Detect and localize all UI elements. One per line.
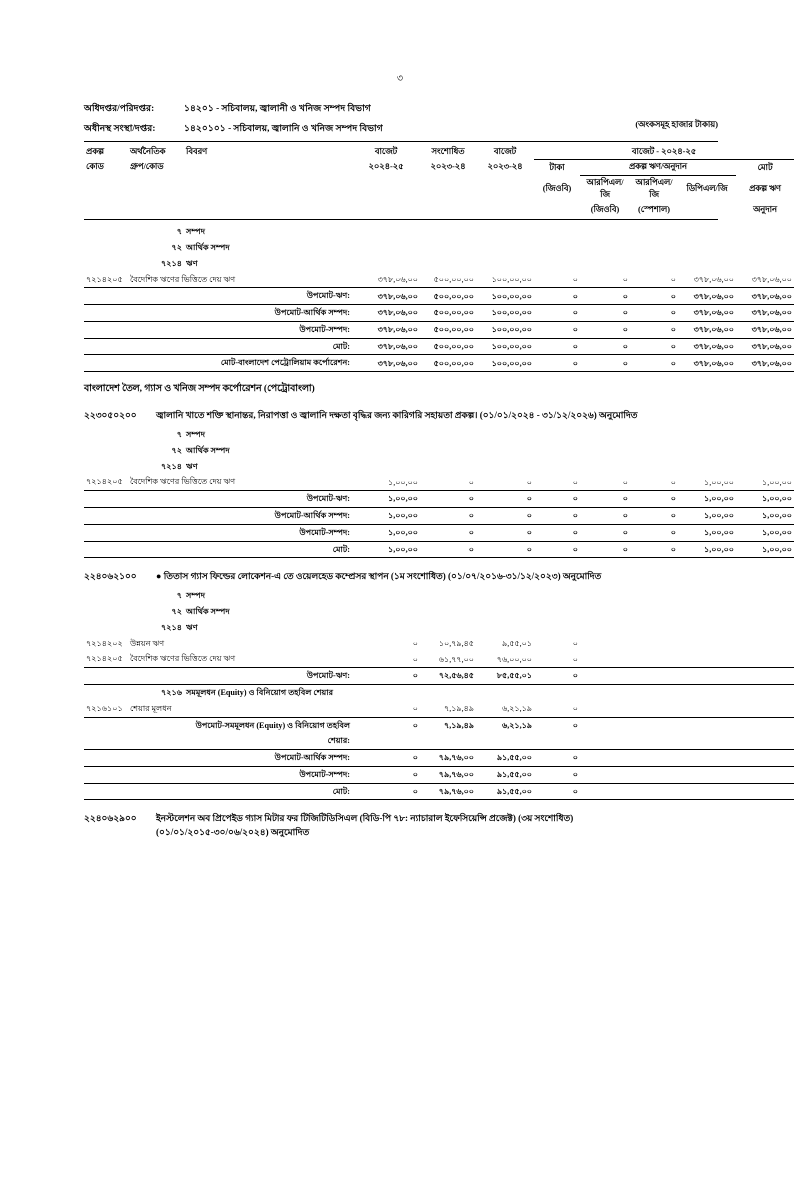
header-row-1 bbox=[84, 145, 794, 160]
cell-revised-2324: ০ bbox=[420, 508, 476, 525]
section-2 bbox=[84, 427, 794, 558]
cell-budget-2425: ০ bbox=[412, 654, 418, 664]
section-3 bbox=[84, 588, 794, 800]
group-name: ঋণ bbox=[186, 258, 198, 268]
cell-taka-gob: ০ bbox=[572, 720, 578, 730]
cell-dplg: ১,০০,০০ bbox=[678, 524, 736, 541]
total-label: মোট: bbox=[84, 541, 352, 558]
cell-budget-2324: ১০০,০০,০০ bbox=[476, 338, 534, 355]
budget-page bbox=[0, 72, 800, 1202]
cell-budget-2324: ০ bbox=[476, 541, 534, 558]
cell-rplg-gob: ০ bbox=[580, 541, 630, 558]
cell-rplg-gob: ০ bbox=[580, 321, 630, 338]
th-rplg-special-l2: (স্পেশাল) bbox=[638, 204, 670, 214]
section-1 bbox=[84, 224, 794, 372]
cell-revised-2324: ৭,১৯,৪৯ bbox=[444, 703, 474, 713]
econ-code: ৭২১৪২০৫ bbox=[86, 477, 123, 487]
group-name: আর্থিক সম্পদ bbox=[186, 445, 230, 455]
cell-dplg: ১,০০,০০ bbox=[678, 508, 736, 525]
group-row bbox=[84, 224, 794, 240]
group-row bbox=[84, 459, 794, 475]
subtotal-label: উপমোট-সম্পদ: bbox=[84, 766, 352, 783]
cell-budget-2425: ০ bbox=[352, 750, 420, 767]
cell-budget-2324: ৭৬,০০,০০ bbox=[496, 654, 532, 664]
cell-budget-2425: ৩৭৮,০৬,০০ bbox=[352, 321, 420, 338]
cell-rplg-gob: ০ bbox=[580, 355, 630, 372]
table-row bbox=[84, 651, 794, 667]
cell-total: ১,০০,০০ bbox=[736, 491, 794, 508]
cell-dplg: ১,০০,০০ bbox=[678, 541, 736, 558]
group-code: ৭ bbox=[176, 227, 182, 237]
cell-revised-2324: ৭৯,৭৬,০০ bbox=[420, 750, 476, 767]
group-name: আর্থিক সম্পদ bbox=[186, 607, 230, 617]
project-name-text: তিতাস গ্যাস ফিল্ডের লোকেশন-এ তে ওয়েলহেড কম্প্রেসর স্থাপন (১ম সংশোধিত) (০১/০৭/২০১৬-৩১/১২/২০২৩) অনুমোদিত bbox=[163, 571, 602, 582]
cell-rplg-special: ০ bbox=[670, 477, 676, 487]
subtotal-label: উপমোট-সম্পদ: bbox=[84, 524, 352, 541]
project-name bbox=[156, 570, 718, 584]
th-taka-l2: (জিওবি) bbox=[542, 183, 572, 193]
group-code: ৭২১৪ bbox=[160, 461, 182, 471]
subtotal-row bbox=[84, 491, 794, 508]
econ-code: ৭২১৪২০৫ bbox=[86, 654, 123, 664]
cell-dplg: ১,০০,০০ bbox=[704, 477, 734, 487]
cell-budget-2425: ১,০০,০০ bbox=[352, 524, 420, 541]
subtotal-row bbox=[84, 305, 794, 322]
cell-rplg-special: ০ bbox=[630, 321, 678, 338]
cell-rplg-gob: ০ bbox=[622, 477, 628, 487]
cell-taka-gob: ০ bbox=[534, 541, 580, 558]
cell-revised-2324: ১০,৭৯,৪৫ bbox=[438, 638, 474, 648]
cell-revised-2324: ০ bbox=[420, 524, 476, 541]
table-row bbox=[84, 474, 794, 490]
cell-budget-2425: ০ bbox=[412, 638, 418, 648]
cell-total: ৩৭৮,০৬,০০ bbox=[751, 274, 792, 284]
cell-taka-gob: ০ bbox=[534, 508, 580, 525]
cell-budget-2324: ৯১,৫৫,০০ bbox=[476, 766, 534, 783]
project-name: জ্বালানি খাতে শক্তি স্থানান্তর, নিরাপত্তা ও জ্বালানি দক্ষতা বৃদ্ধির জন্য কারিগরি সহায়তা প্রকল্প। (০১/০১/২০২৪ - ৩১/১২/২০২৬) অনুমোদিত bbox=[156, 410, 638, 421]
th-econ-group-l1: অর্থনৈতিক bbox=[130, 147, 166, 157]
th-project-code-l1: প্রকল্প bbox=[86, 147, 104, 157]
cell-taka-gob: ০ bbox=[534, 524, 580, 541]
cell-taka-gob: ০ bbox=[534, 766, 580, 783]
table-row bbox=[84, 701, 794, 717]
group-name: সম্পদ bbox=[186, 430, 205, 440]
th-budget-2324-l2: ২০২৩-২৪ bbox=[487, 162, 523, 172]
cell-revised-2324: ৫০০,০০,০০ bbox=[420, 355, 476, 372]
th-rplg-gob-l1: আরপিএল/জি bbox=[586, 177, 624, 200]
cell-rplg-gob: ০ bbox=[580, 305, 630, 322]
table-header-grid bbox=[84, 145, 794, 217]
cell-rplg-gob: ০ bbox=[580, 508, 630, 525]
th-budget-2324-l1: বাজেট bbox=[493, 147, 517, 157]
subtotal-label-line1: উপমোট-সমমূলধন (Equity) ও বিনিয়োগ তহবিল bbox=[195, 720, 350, 730]
cell-revised-2324: ০ bbox=[420, 491, 476, 508]
project-name-line1: ইনস্টলেশন অব প্রিপেইড গ্যাস মিটার ফর টিজিটিডিসিএল (বিডি-পি ৭৮: ন্যাচারাল ইফেসিয়েন্সি প্রজেক্ট) (৩য় সংশোধিত) bbox=[156, 813, 574, 824]
cell-revised-2324: ৫০০,০০,০০ bbox=[420, 288, 476, 305]
total-row bbox=[84, 338, 794, 355]
cell-budget-2324: ৯১,৫৫,০০ bbox=[476, 783, 534, 800]
project-name-line2: (০১/০১/২০১৫-৩০/০৬/২০২৪) অনুমোদিত bbox=[156, 827, 310, 838]
group-code: ৭২ bbox=[171, 607, 182, 617]
cell-revised-2324: ৫০০,০০,০০ bbox=[420, 321, 476, 338]
subtotal-label: উপমোট-আর্থিক সম্পদ: bbox=[84, 508, 352, 525]
cell-dplg: ১,০০,০০ bbox=[678, 491, 736, 508]
group-code: ৭ bbox=[176, 430, 182, 440]
subtotal-label: উপমোট-ঋণ: bbox=[84, 491, 352, 508]
group-row bbox=[84, 684, 794, 700]
cell-rplg-special: ০ bbox=[630, 338, 678, 355]
subtotal-row bbox=[84, 750, 794, 767]
cell-taka-gob: ০ bbox=[572, 654, 578, 664]
th-dplg: ডিপিএল/জি bbox=[686, 184, 728, 194]
project-name bbox=[156, 812, 718, 840]
group-code: ৭২ bbox=[171, 242, 182, 252]
total-row bbox=[84, 541, 794, 558]
cell-budget-2425: ৩৭৮,০৬,০০ bbox=[352, 305, 420, 322]
group-code: ৭২১৬ bbox=[160, 687, 182, 697]
cell-total: ১,০০,০০ bbox=[736, 524, 794, 541]
group-row bbox=[84, 443, 794, 459]
cell-budget-2425: ০ bbox=[412, 703, 418, 713]
project-code: ২২৩০৫০২০০ bbox=[84, 410, 137, 421]
cell-budget-2324: ৬,২১,১৯ bbox=[502, 703, 532, 713]
th-description: বিবরণ bbox=[186, 147, 208, 157]
group-code: ৭ bbox=[176, 591, 182, 601]
project-bullet-icon: ● bbox=[156, 571, 162, 582]
cell-dplg: ৩৭৮,০৬,০০ bbox=[678, 288, 736, 305]
cell-total: ১,০০,০০ bbox=[762, 477, 792, 487]
cell-rplg-gob: ০ bbox=[580, 491, 630, 508]
subtotal-label: উপমোট-সম্পদ: bbox=[84, 321, 352, 338]
cell-taka-gob: ০ bbox=[534, 321, 580, 338]
cell-budget-2425: ০ bbox=[352, 783, 420, 800]
cell-rplg-gob: ০ bbox=[580, 288, 630, 305]
th-revised-2324-l1: সংশোধিত bbox=[431, 147, 465, 157]
cell-budget-2425: ১,০০,০০ bbox=[388, 477, 418, 487]
cell-budget-2425: ০ bbox=[352, 766, 420, 783]
group-name: সমমূলধন (Equity) ও বিনিয়োগ তহবিল শেয়ার bbox=[186, 687, 334, 697]
office-value: ১৪২০১০১ - সচিবালয়, জ্বালানি ও খনিজ সম্পদ বিভাগ bbox=[184, 123, 383, 133]
econ-desc: শেয়ার মূলধন bbox=[130, 703, 172, 713]
cell-revised-2324: ৭২,৫৬,৪৫ bbox=[420, 668, 476, 685]
group-code: ৭২১৪ bbox=[160, 622, 182, 632]
cell-revised-2324: ৭,১৯,৪৯ bbox=[444, 720, 474, 730]
cell-total: ৩৭৮,০৬,০০ bbox=[736, 321, 794, 338]
cell-revised-2324: ০ bbox=[420, 541, 476, 558]
cell-budget-2324: ৮৫,৫৫,০১ bbox=[476, 668, 534, 685]
cell-budget-2324: ১০০,০০,০০ bbox=[476, 321, 534, 338]
cell-rplg-special: ০ bbox=[630, 524, 678, 541]
office-label: অধীনস্থ সংস্থা/দপ্তর: bbox=[84, 123, 156, 133]
subtotal-row bbox=[84, 668, 794, 685]
cell-revised-2324: ০ bbox=[468, 477, 474, 487]
subtotal-label: উপমোট-আর্থিক সম্পদ: bbox=[84, 750, 352, 767]
group-row bbox=[84, 256, 794, 272]
cell-taka-gob: ০ bbox=[572, 703, 578, 713]
cell-total: ৩৭৮,০৬,০০ bbox=[736, 338, 794, 355]
table-row bbox=[84, 636, 794, 652]
cell-taka-gob: ০ bbox=[572, 638, 578, 648]
cell-rplg-special: ০ bbox=[630, 491, 678, 508]
cell-budget-2324: ১০০,০০,০০ bbox=[476, 288, 534, 305]
group-code: ৭২ bbox=[171, 445, 182, 455]
cell-rplg-special: ০ bbox=[670, 274, 676, 284]
cell-total: ১,০০,০০ bbox=[736, 541, 794, 558]
table-header bbox=[84, 141, 781, 220]
directorate-value: ১৪২০১ - সচিবালয়, জ্বালানী ও খনিজ সম্পদ বিভাগ bbox=[184, 103, 371, 113]
cell-budget-2425: ১,০০,০০ bbox=[352, 541, 420, 558]
cell-taka-gob: ০ bbox=[534, 355, 580, 372]
econ-desc: উন্নয়ন ঋণ bbox=[130, 638, 165, 648]
group-row bbox=[84, 427, 794, 443]
th-rplg-special-l1: আরপিএল/জি bbox=[635, 177, 673, 200]
cell-budget-2425: ৩৭৮,০৬,০০ bbox=[352, 288, 420, 305]
header-row-3 bbox=[84, 175, 794, 202]
total-label: মোট: bbox=[84, 783, 352, 800]
th-total-l1: মোট bbox=[757, 162, 773, 172]
header-row-2 bbox=[84, 160, 794, 175]
total-row bbox=[84, 783, 794, 800]
project-code: ২২৪০৬২৯০০ bbox=[84, 813, 137, 824]
cell-total: ১,০০,০০ bbox=[736, 508, 794, 525]
meta-row-office bbox=[84, 121, 718, 136]
cell-budget-2425: ০ bbox=[412, 720, 418, 730]
project-row bbox=[84, 570, 718, 584]
cell-taka-gob: ০ bbox=[534, 288, 580, 305]
group-name: সম্পদ bbox=[186, 227, 205, 237]
group-row bbox=[84, 604, 794, 620]
group-name: সম্পদ bbox=[186, 591, 205, 601]
cell-budget-2324: ০ bbox=[526, 477, 532, 487]
group-row bbox=[84, 620, 794, 636]
th-project-loan-span: প্রকল্প ঋণ/অনুদান bbox=[580, 160, 736, 175]
cell-rplg-special: ০ bbox=[630, 355, 678, 372]
subtotal-row bbox=[84, 717, 794, 733]
page-content bbox=[84, 101, 792, 840]
project-code: ২২৪০৬২১০০ bbox=[84, 571, 137, 582]
directorate-label: অধিদপ্তর/পরিদপ্তর: bbox=[84, 103, 155, 113]
th-budget-2425-l2: ২০২৪-২৫ bbox=[368, 162, 404, 172]
cell-revised-2324: ৭৯,৭৬,০০ bbox=[420, 783, 476, 800]
econ-code: ৭২১৬১০১ bbox=[86, 703, 123, 713]
cell-total: ৩৭৮,০৬,০০ bbox=[736, 355, 794, 372]
econ-desc: বৈদেশিক ঋণের ভিত্তিতে দেয় ঋণ bbox=[130, 274, 236, 284]
cell-rplg-special: ০ bbox=[630, 305, 678, 322]
cell-dplg: ৩৭৮,০৬,০০ bbox=[693, 274, 734, 284]
subtotal-label-line2: শেয়ার: bbox=[327, 736, 350, 746]
cell-dplg: ৩৭৮,০৬,০০ bbox=[678, 338, 736, 355]
meta-row-directorate bbox=[84, 101, 718, 116]
cell-budget-2324: ৯,৫৫,০১ bbox=[502, 638, 532, 648]
cell-budget-2425: ১,০০,০০ bbox=[352, 508, 420, 525]
cell-taka-gob: ০ bbox=[572, 477, 578, 487]
cell-rplg-special: ০ bbox=[630, 508, 678, 525]
th-econ-group-l2: গ্রুপ/কোড bbox=[130, 162, 164, 172]
cell-budget-2324: ০ bbox=[476, 508, 534, 525]
subtotal-label: উপমোট-আর্থিক সম্পদ: bbox=[84, 305, 352, 322]
econ-code: ৭২১৪২০২ bbox=[86, 638, 123, 648]
group-row bbox=[84, 588, 794, 604]
subtotal-row bbox=[84, 288, 794, 305]
cell-taka-gob: ০ bbox=[534, 338, 580, 355]
subtotal-row bbox=[84, 321, 794, 338]
subtotal-label: উপমোট-ঋণ: bbox=[84, 668, 352, 685]
cell-budget-2324: ১০০,০০,০০ bbox=[491, 274, 532, 284]
cell-budget-2425: ১,০০,০০ bbox=[352, 491, 420, 508]
cell-taka-gob: ০ bbox=[534, 305, 580, 322]
grand-total-row bbox=[84, 355, 794, 372]
cell-budget-2324: ৬,২১,১৯ bbox=[502, 720, 532, 730]
econ-desc: বৈদেশিক ঋণের ভিত্তিতে দেয় ঋণ bbox=[130, 477, 236, 487]
grand-total-label: মোট-বাংলাদেশ পেট্রোলিয়াম কর্পোরেশন: bbox=[84, 355, 352, 372]
subtotal-row bbox=[84, 766, 794, 783]
subtotal-label: উপমোট-ঋণ: bbox=[84, 288, 352, 305]
cell-budget-2324: ১০০,০০,০০ bbox=[476, 355, 534, 372]
cell-budget-2425: ০ bbox=[352, 668, 420, 685]
th-taka-l1: টাকা bbox=[549, 162, 565, 172]
cell-total: ৩৭৮,০৬,০০ bbox=[736, 305, 794, 322]
econ-code: ৭২১৪২০৫ bbox=[86, 274, 123, 284]
group-name: ঋণ bbox=[186, 461, 198, 471]
th-project-code-l2: কোড bbox=[86, 162, 104, 172]
cell-revised-2324: ৫০০,০০,০০ bbox=[420, 305, 476, 322]
cell-taka-gob: ০ bbox=[534, 750, 580, 767]
cell-dplg: ৩৭৮,০৬,০০ bbox=[678, 355, 736, 372]
page-number: ৩ bbox=[396, 74, 404, 84]
subtotal-row bbox=[84, 524, 794, 541]
th-rplg-gob-l2: (জিওবি) bbox=[590, 204, 620, 214]
th-revised-2324-l2: ২০২৩-২৪ bbox=[430, 162, 466, 172]
project-row bbox=[84, 812, 718, 840]
group-name: আর্থিক সম্পদ bbox=[186, 242, 230, 252]
cell-dplg: ৩৭৮,০৬,০০ bbox=[678, 321, 736, 338]
th-total-l2: প্রকল্প ঋণ bbox=[749, 183, 781, 193]
econ-desc: বৈদেশিক ঋণের ভিত্তিতে দেয় ঋণ bbox=[130, 654, 236, 664]
cell-budget-2324: ০ bbox=[476, 524, 534, 541]
cell-taka-gob: ০ bbox=[534, 783, 580, 800]
group-name: ঋণ bbox=[186, 622, 198, 632]
cell-taka-gob: ০ bbox=[534, 668, 580, 685]
cell-taka-gob: ০ bbox=[534, 491, 580, 508]
table-row bbox=[84, 272, 794, 288]
th-total-l3: অনুদান bbox=[753, 204, 777, 214]
cell-budget-2425: ৩৭৮,০৬,০০ bbox=[352, 355, 420, 372]
currency-note: (অংকসমূহ হাজার টাকায়) bbox=[635, 120, 718, 129]
cell-budget-2324: ৯১,৫৫,০০ bbox=[476, 750, 534, 767]
header-row-4 bbox=[84, 203, 794, 217]
cell-rplg-gob: ০ bbox=[580, 524, 630, 541]
cell-rplg-gob: ০ bbox=[580, 338, 630, 355]
cell-rplg-special: ০ bbox=[630, 288, 678, 305]
th-budget-span: বাজেট - ২০২৪-২৫ bbox=[534, 145, 794, 160]
group-code: ৭২১৪ bbox=[160, 258, 182, 268]
subtotal-row-cont bbox=[84, 733, 794, 749]
cell-budget-2425: ৩৭৮,০৬,০০ bbox=[352, 338, 420, 355]
cell-revised-2324: ৭৯,৭৬,০০ bbox=[420, 766, 476, 783]
cell-revised-2324: ৫০০,০০,০০ bbox=[433, 274, 474, 284]
cell-taka-gob: ০ bbox=[572, 274, 578, 284]
cell-budget-2324: ০ bbox=[476, 491, 534, 508]
group-row bbox=[84, 240, 794, 256]
cell-budget-2324: ১০০,০০,০০ bbox=[476, 305, 534, 322]
cell-rplg-gob: ০ bbox=[622, 274, 628, 284]
cell-rplg-special: ০ bbox=[630, 541, 678, 558]
cell-budget-2425: ৩৭৮,০৬,০০ bbox=[377, 274, 418, 284]
cell-revised-2324: ৫০০,০০,০০ bbox=[420, 338, 476, 355]
th-budget-2425-l1: বাজেট bbox=[374, 147, 398, 157]
organisation-heading: বাংলাদেশ তৈল, গ্যাস ও খনিজ সম্পদ কর্পোরেশন (পেট্রোবাংলা) bbox=[84, 384, 315, 395]
project-row bbox=[84, 409, 718, 423]
total-label: মোট: bbox=[84, 338, 352, 355]
document-meta bbox=[84, 101, 718, 136]
cell-revised-2324: ৬১,৭৭,০০ bbox=[438, 654, 474, 664]
subtotal-row bbox=[84, 508, 794, 525]
cell-dplg: ৩৭৮,০৬,০০ bbox=[678, 305, 736, 322]
cell-total: ৩৭৮,০৬,০০ bbox=[736, 288, 794, 305]
